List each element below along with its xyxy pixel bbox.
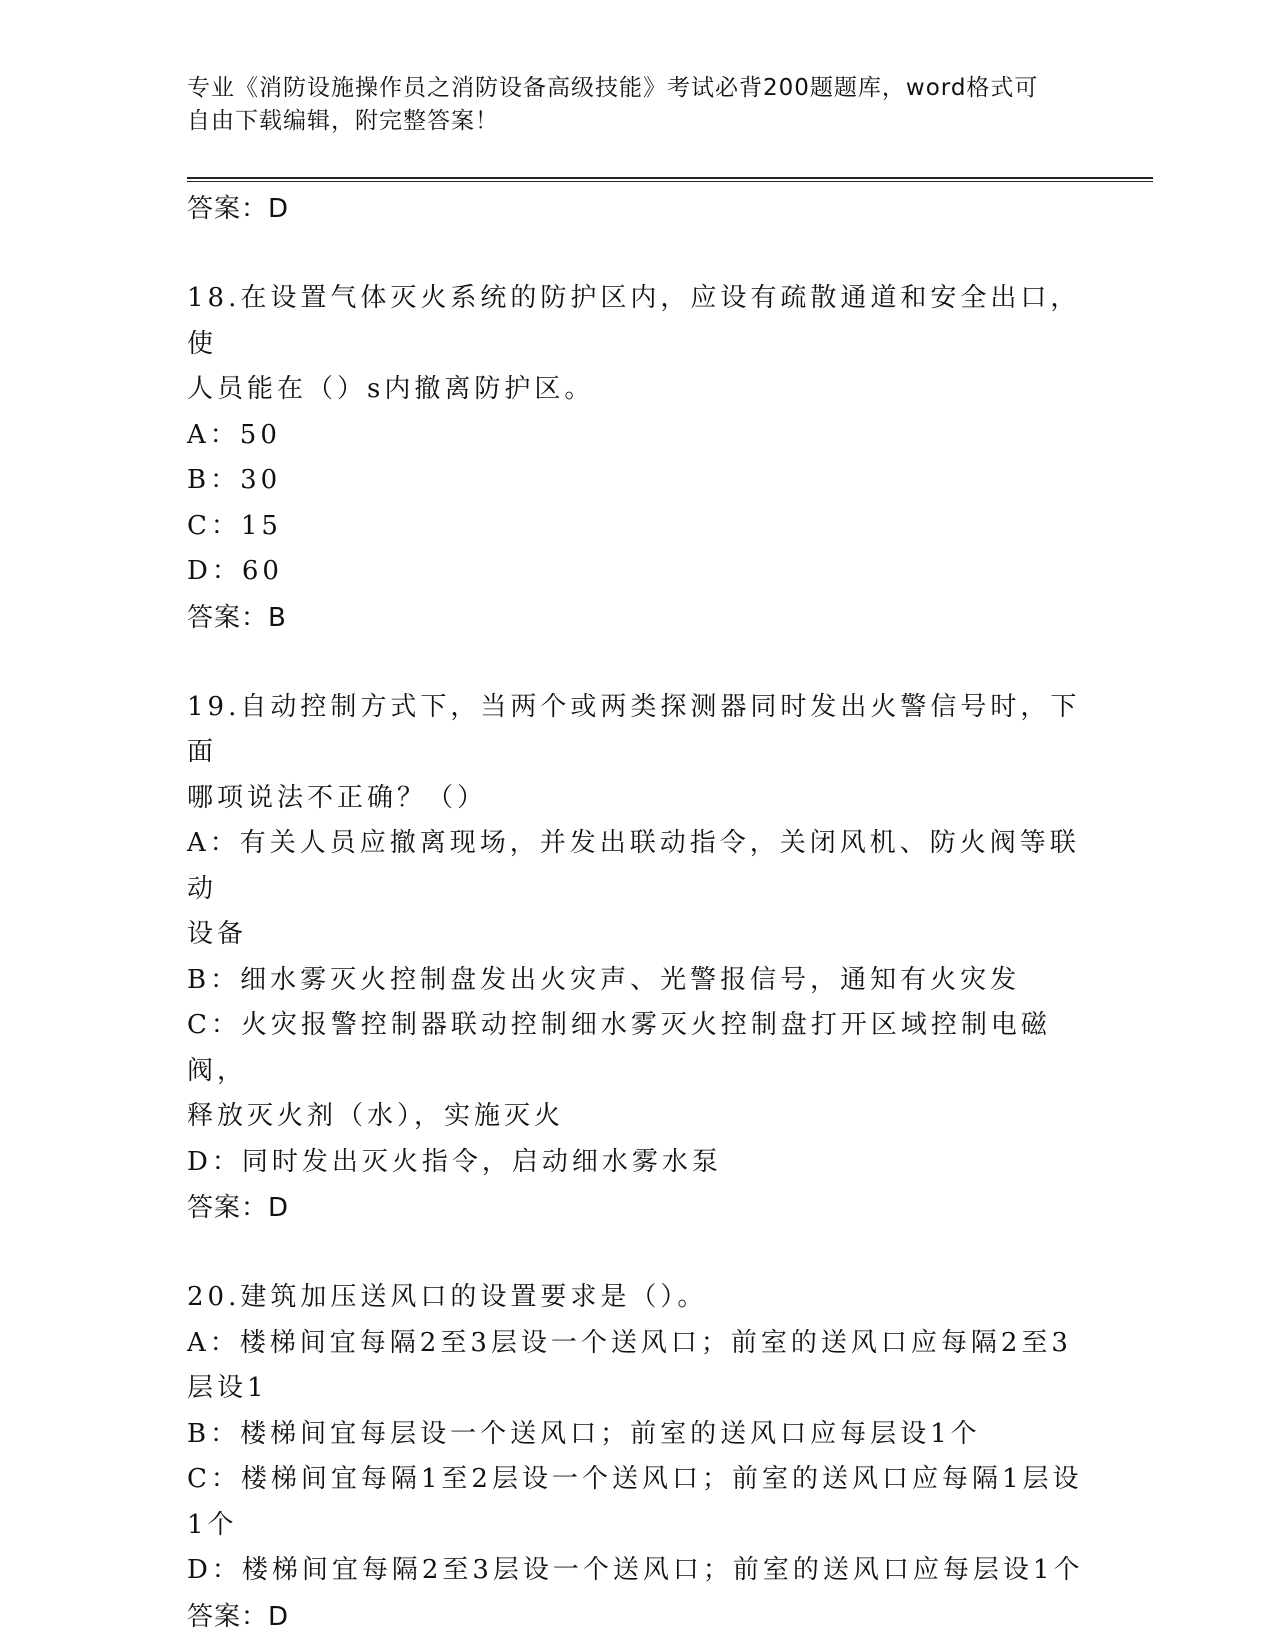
answer-18: 答案：B	[187, 602, 287, 633]
option-a-continued: 设备	[187, 919, 248, 949]
header-line-1: 专业《消防设施操作员之消防设备高级技能》考试必背200题题库，word格式可	[187, 75, 1039, 101]
option-c-continued: 1个	[187, 1509, 238, 1540]
header-divider	[187, 177, 1153, 182]
spacer	[187, 1231, 1087, 1275]
spacer	[187, 232, 1087, 276]
question-18	[187, 276, 1087, 641]
question-19	[187, 685, 1087, 1232]
question-stem-line: 20.建筑加压送风口的设置要求是（）。	[187, 1282, 708, 1312]
option-a: A：楼梯间宜每隔2至3层设一个送风口；前室的送风口应每隔2至3	[187, 1327, 1072, 1358]
option-d: D：楼梯间宜每隔2至3层设一个送风口；前室的送风口应每层设1个	[187, 1555, 1084, 1585]
answer-19: 答案：D	[187, 1193, 290, 1223]
option-b: B：楼梯间宜每层设一个送风口；前室的送风口应每层设1个	[187, 1418, 981, 1449]
header-line-2: 自由下载编辑，附完整答案！	[187, 108, 499, 134]
question-stem-line: 19.自动控制方式下，当两个或两类探测器同时发出火警信号时，下面	[187, 691, 1081, 767]
option-b: B：30	[187, 465, 282, 495]
option-c: C：火灾报警控制器联动控制细水雾灭火控制盘打开区域控制电磁阀，	[187, 1010, 1051, 1086]
option-d: D：同时发出灭火指令，启动细水雾水泵	[187, 1146, 722, 1177]
document-header	[187, 72, 1087, 138]
question-20	[187, 1275, 1087, 1640]
answer-20: 答案：D	[187, 1601, 290, 1632]
option-c-continued: 释放灭火剂（水），实施灭火	[187, 1101, 565, 1131]
option-c: C：楼梯间宜每隔1至2层设一个送风口；前室的送风口应每隔1层设	[187, 1464, 1083, 1494]
option-a-continued: 层设1	[187, 1373, 268, 1403]
question-list	[187, 186, 1087, 1640]
option-a: A：有关人员应撤离现场，并发出联动指令，关闭风机、防火阀等联动	[187, 828, 1080, 904]
question-stem-line: 人员能在（）s内撤离防护区。	[187, 374, 595, 404]
question-stem-line: 18.在设置气体灭火系统的防护区内，应设有疏散通道和安全出口，使	[187, 283, 1081, 359]
option-c: C：15	[187, 510, 282, 541]
question-stem-line: 哪项说法不正确？（）	[187, 782, 488, 813]
answer-previous: 答案：D	[187, 194, 290, 224]
option-d: D：60	[187, 556, 283, 586]
option-a: A：50	[187, 419, 281, 450]
spacer	[187, 641, 1087, 685]
option-b: B：细水雾灭火控制盘发出火灾声、光警报信号，通知有火灾发	[187, 964, 1021, 995]
